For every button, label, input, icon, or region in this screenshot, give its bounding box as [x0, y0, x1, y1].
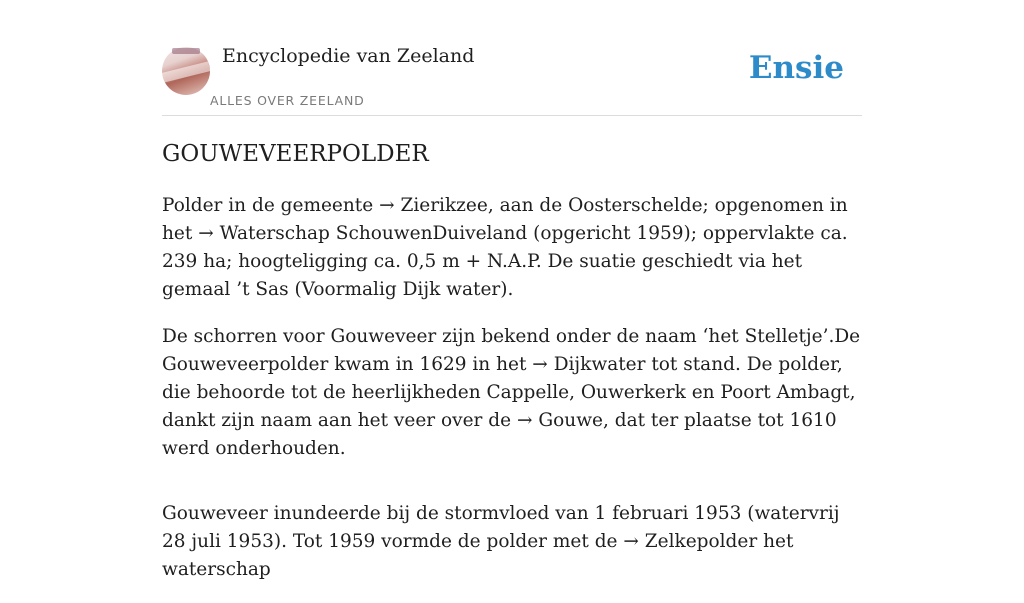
article-paragraph-1 [162, 192, 862, 304]
text: De schorren voor Gouweveer zijn bekend onder de naam ‘het Stelletje’.De Gouweveerpolder kwam in 1629 in het [162, 326, 861, 375]
text: , aan de Oosterschelde; opgenomen in het [162, 195, 848, 244]
text: het waterschap [162, 531, 794, 580]
article-title: GOUWEVEERPOLDER [162, 141, 429, 167]
arrow-right-icon: → [532, 354, 548, 375]
link-gouwe[interactable]: Gouwe [538, 410, 603, 431]
arrow-right-icon: → [379, 195, 395, 216]
arrow-right-icon: → [623, 531, 639, 552]
article-paragraph-3 [162, 500, 862, 584]
link-zelkepolder[interactable]: Zelkepolder [644, 531, 758, 552]
article-paragraph-2 [162, 323, 862, 463]
text: , dat ter plaatse tot 1610 werd onderhouden. [162, 410, 837, 459]
arrow-right-icon: → [516, 410, 533, 431]
text: (opgericht 1959); oppervlakte ca. 239 ha; hoogteligging ca. 0,5 m + N.A.P. De suatie geschiedt via het gemaal ’t Sas (Voormalig Dijk water). [162, 223, 848, 300]
arrow-right-icon: → [198, 223, 214, 244]
site-tagline: ALLES OVER ZEELAND [210, 93, 365, 108]
text: tot stand. De polder, die behoorde tot de heerlijkheden Cappelle, Ouwerkerk en Poort Ambagt, dankt zijn naam aan het veer over de [162, 354, 856, 431]
page-container [162, 0, 862, 580]
link-zierikzee[interactable]: Zierikzee [400, 195, 488, 216]
link-dijkwater[interactable]: Dijkwater [553, 354, 646, 375]
link-waterschap[interactable]: Waterschap SchouwenDuiveland [219, 223, 528, 244]
site-title[interactable]: Encyclopedie van Zeeland [222, 45, 475, 67]
text: Gouweveer inundeerde bij de stormvloed van 1 februari 1953 (watervrij 28 juli 1953). Tot 1959 vormde de polder met de [162, 503, 840, 552]
article-body [162, 192, 862, 603]
text: Polder in de gemeente [162, 195, 380, 216]
site-logo-avatar[interactable] [162, 47, 210, 95]
site-header [162, 0, 862, 116]
ensie-brand-link[interactable]: Ensie [748, 50, 844, 86]
